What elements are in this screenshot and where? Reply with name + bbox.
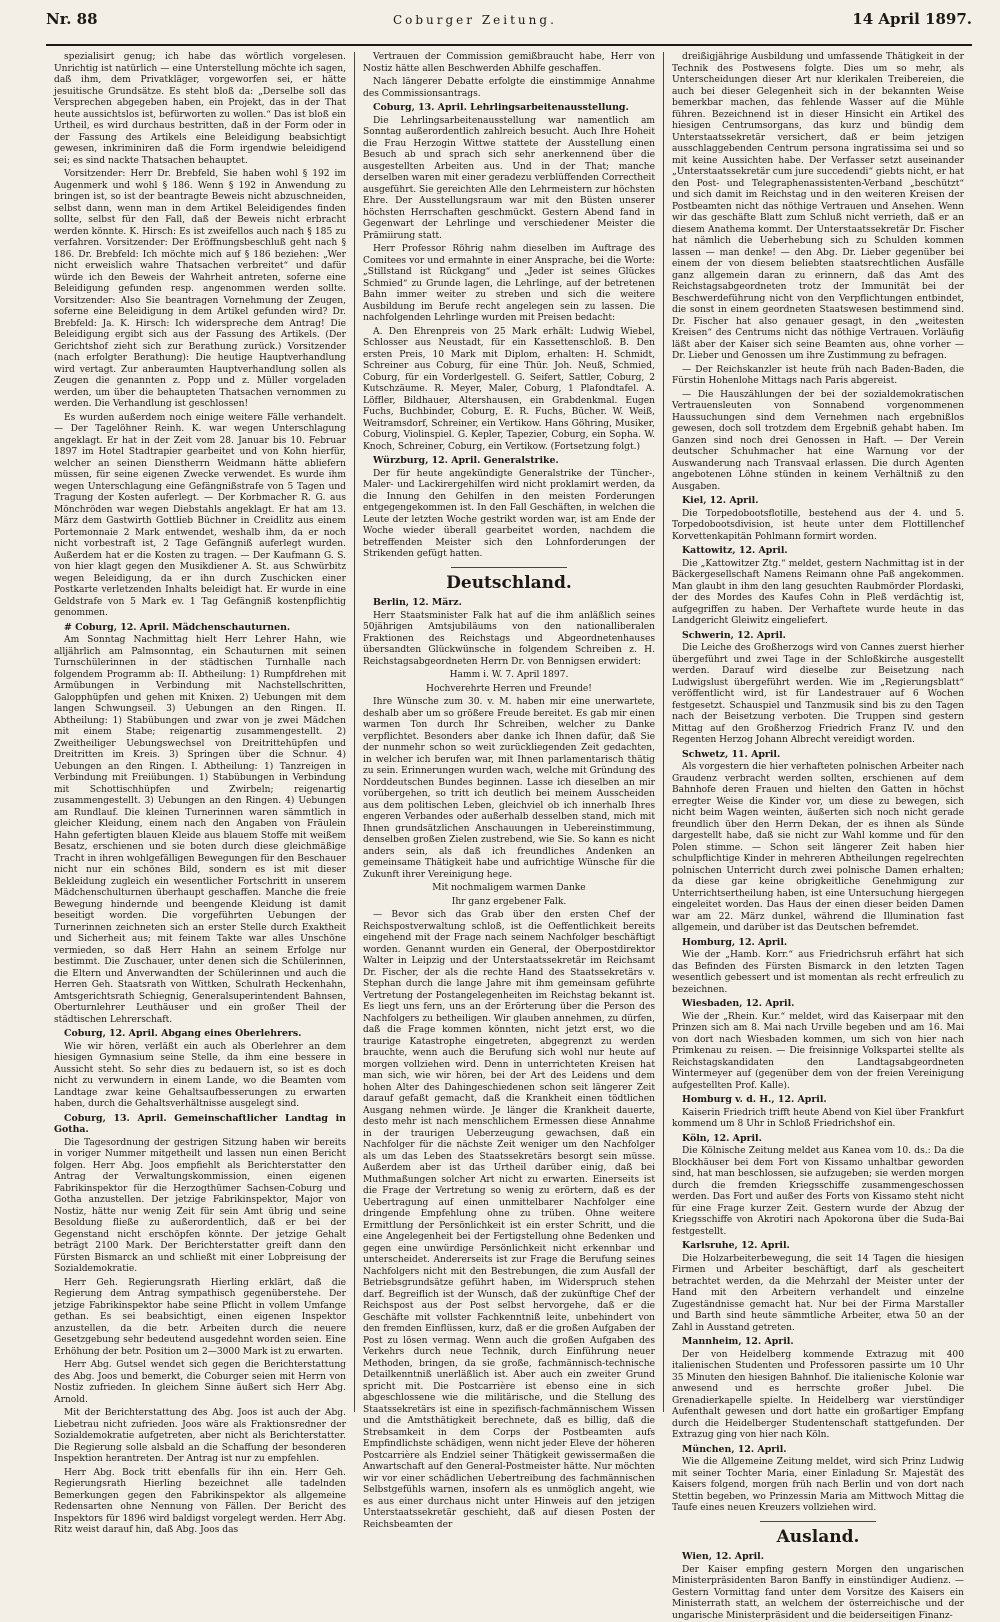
column-1	[46, 52, 355, 1412]
article-text: Wie wir hören, verläßt ein auch als Oberlehrer an dem hiesigen Gymnasium seine Stelle, da ihm eine bessere in Aussicht steht. So sehr dies zu bedauern ist, so ist es doch nicht zu verwundern in einem Lande, wo die Beamten vom Landtage zwar keine Gehaltsaufbesserungen zu erwarten haben, durch die Gehaltsverhältnisse ausgelegt sind.	[54, 1042, 346, 1111]
article-heading: Homburg v. d. H., 12. April.	[672, 1094, 964, 1106]
letter-salutation: Hochverehrte Herren und Freunde!	[363, 684, 655, 696]
article-heading: Schwetz, 11. April.	[672, 749, 964, 761]
article-text: Die Holzarbeiterbewegung, die seit 14 Tagen die hiesigen Firmen und Arbeiter beschäftigt, darf als gescheitert betrachtet werden, da die Mehrzahl der Meister unter der Hand mit den Arbeitern verhandelt und einzelne Zugeständnisse gemacht hat. Nur bei der Firma Marstaller und Barth sind heute sämmtliche Arbeiter, etwa 50 an der Zahl in Ausstand getreten.	[672, 1254, 964, 1335]
article-text: Ihre Wünsche zum 30. v. M. haben mir eine unerwartete, deshalb aber um so größere Freude bereitet. Es gab mir einen warmen Ton durch Ihr Schreiben, welcher zu Danke verpflichtet. Besonders aber danke ich Ihnen dafür, daß Sie der nunmehr schon so weit zurückliegenden Zeit gedachten, in welcher ich berufen war, mit Ihnen parlamentarisch thätig zu sein. Erinnerungen wurden wach, welche mit Gründung des Norddeutschen Bundes beginnen. Lasse ich dieselben an mir vorübergehen, so tritt ich deutlich bei meinem Ausscheiden aus dem politischen Leben, gleichviel ob ich innerhalb Ihres engeren Verbandes oder außerhalb desselben stand, mich mit Ihnen grundsätzlichen Anschauungen in Uebereinstimmung, denselben großen Zielen zustrebend, wie Sie. So kann es nicht anders sein, als daß ich freundliches Andenken an gemeinsame Thätigkeit habe und aufrichtige Wünsche für die Zukunft ihrer Vereinigung hege.	[363, 697, 655, 881]
masthead	[46, 10, 972, 46]
article-heading: Wien, 12. April.	[672, 1551, 964, 1563]
article-text: — Der Reichskanzler ist heute früh nach Baden-Baden, die Fürstin Hohenlohe Mittags nach Paris abgereist.	[672, 365, 964, 388]
issue-number: Nr. 88	[46, 10, 98, 28]
article-text: Kaiserin Friedrich trifft heute Abend von Kiel über Frankfurt kommend um 8 Uhr in Schloß Friedrichshof ein.	[672, 1108, 964, 1131]
article-text: Der von Heidelberg kommende Extrazug mit 400 italienischen Studenten und Professoren passirte um 10 Uhr 35 Minuten den hiesigen Bahnhof. Die italienische Kolonie war anwesend und es herrschte großer Jubel. Die Grenadierkapelle spielte. In Heidelberg war vierstündiger Aufenthalt gewesen und dort hatte ein großartiger Empfang durch die Heidelberger Studentenschaft stattgefunden. Der Extrazug ging von hier nach Köln.	[672, 1350, 964, 1442]
article-text: Es wurden außerdem noch einige weitere Fälle verhandelt. — Der Tagelöhner Reinh. K. war wegen Unterschlagung angeklagt. Er hat in der Zeit vom 28. Januar bis 10. Februar 1897 im Hotel Stadtrapier gearbeitet und von Kohn hierfür, welcher an seinen Dienstherrn Weidmann hätte abliefern müssen, für seine eigenen Zwecke verwendet. Es wurde ihm wegen Unterschlagung eine Gefängnißstrafe von 5 Tagen und Tragung der Kosten auferlegt. — Der Korbmacher R. G. aus Mönchröden war wegen Diebstahls angeklagt. Er hat am 13. März dem Gastwirth Gottlieb Büchner in Creidlitz aus einem Portemonnaie 2 Mark entwendet, weshalb ihm, da er noch nicht vorbestraft ist, 2 Tage Gefängniß auferlegt wurden. Außerdem hat er die Kosten zu tragen. — Der Kaufmann G. S. von hier klagt gegen den Musikdiener A. St. aus Schwürbitz wegen Beleidigung, da er ihn durch Zuschicken einer Postkarte verletzenden Inhalts beleidigt hat. Er wurde in eine Geldstrafe von 5 Mark ev. 1 Tag Gefängniß kostenpflichtig genommen.	[54, 413, 346, 620]
article-text: Mit der Berichterstattung des Abg. Joos ist auch der Abg. Liebetrau nicht zufrieden. Joos wäre als Fraktionsredner der Sozialdemokratie aufgetreten, aber nicht als Berichterstatter. Die Regierung solle alsbald an die Schaffung der besonderen Inspektion herantreten. Der Antrag ist nur zu empfehlen.	[54, 1408, 346, 1466]
article-text: Wie der „Rhein. Kur.“ meldet, wird das Kaiserpaar mit den Prinzen sich am 8. Mai nach Urville begeben und am 16. Mai von dort nach Wiesbaden kommen, um sich von hier nach Primkenau zu reisen. — Die freisinnige Volkspartei stellte als Reichstagskandidaten den Landtagsabgeordneten Wintermeyer auf (gegenüber dem von der freien Vereinigung aufgestellten Prof. Kalle).	[672, 1012, 964, 1093]
article-text: Nach längerer Debatte erfolgte die einstimmige Annahme des Commissionsantrags.	[363, 77, 655, 100]
issue-date: 14 April 1897.	[852, 10, 972, 28]
article-heading: Mannheim, 12. April.	[672, 1336, 964, 1348]
article-text: Der Kaiser empfing gestern Morgen den ungarischen Ministerpräsidenten Baron Banffy in einstündiger Audienz. — Gestern Vormittag fand unter dem Vorsitze des Kaisers ein Ministerrath statt, an welchem der österreichische und der ungarische Ministerpräsident und die beiderseitigen Finanz-	[672, 1565, 964, 1622]
article-text: Die Leiche des Großherzogs wird von Cannes zuerst hierher übergeführt und zwei Tage in der Schloßkirche ausgestellt werden. Darauf wird dieselbe zur Beisetzung nach Ludwigslust übergeführt werden. Wie im „Regierungsblatt“ veröffentlicht wird, ist für Landestrauer auf 6 Wochen festgesetzt. Schauspiel und Tanzmusik sind bis zu den Tagen nach der Beisetzung verboten. Die Truppen sind gestern Mittag auf den Großherzog Friedrich Franz IV. und den Regenten Herzog Johann Albrecht vereidigt worden.	[672, 643, 964, 747]
article-text: A. Den Ehrenpreis von 25 Mark erhält: Ludwig Wiebel, Schlosser aus Neustadt, für ein Kassettenschloß. B. Den ersten Preis, 10 Mark mit Diplom, erhalten: H. Schmidt, Schreiner aus Coburg, für eine Thür. Joh. Neuß, Schmied, Coburg, für ein Vorderlgestell. G. Seifert, Sattler, Coburg, 2 Kutschzäume. R. Meyer, Maler, Coburg, 1 Plafondtafel. A. Löffler, Bildhauer, Altershausen, ein Grabdenkmal. Eugen Fuchs, Buchbinder, Coburg, E. R. Fuchs, Bücher. W. Weiß, Weitramsdorf, Schreiner, ein Vertikow. Hans Göhring, Musiker, Coburg, Violinspiel. G. Kepler, Tapezier, Coburg, ein Sopha. W. Knoch, Schreiner, Coburg, ein Vertikow. (Fortsetzung folgt.)	[363, 327, 655, 454]
article-heading: München, 12. April.	[672, 1444, 964, 1456]
section-heading-deutschland: Deutschland.	[363, 578, 655, 590]
article-heading: Coburg, 12. April. Abgang eines Oberlehrers.	[54, 1028, 346, 1040]
divider	[451, 567, 568, 568]
article-text: Vorsitzender: Herr Dr. Brebfeld, Sie haben wohl § 192 im Augenmerk und wohl § 186. Wenn § 192 in Anwendung zu bringen ist, so ist der beantragte Beweis nicht abzuschneiden, selbst dann, wenn man in dem Artikel Beleidigendes finden sollte, selbst für den Fall, daß der Beweis nicht erbracht werden könnte. K. Hirsch: Es ist zweifellos auch nach § 185 zu verfahren. Vorsitzender: Der Eröffnungsbeschluß geht nach § 186. Dr. Brebfeld: Ich möchte mich auf § 186 beziehen: „Wer nicht erweislich wahre Thatsachen verbreitet“ und dafür würde ich den Beweis der Wahrheit antreten, soferne eine Beleidigung gefunden resp. angenommen werden sollte. Vorsitzender: Also Sie beantragen Vornehmung der Zeugen, soferne eine Beleidigung in dem Artikel gefunden wird? Dr. Brebfeld: Ja. K. Hirsch: Ich widerspreche dem Antrag! Die Beleidigung ergibt sich aus der Fassung des Artikels. (Der Gerichtshof zieht sich zur Berathung zurück.) Vorsitzender (nach erfolgter Berathung): Die heutige Hauptverhandlung wird vertagt. Zur anberaumten Hauptverhandlung sollen als Zeugen die genannten z. Popp und z. Müller vorgeladen werden, um über die behaupteten Thatsachen vernommen zu werden. Die Verhandlung ist geschlossen!	[54, 169, 346, 411]
article-text: Die Torpedobootsflotille, bestehend aus der 4. und 5. Torpedobootsdivision, ist heute unter dem Flottillenchef Korvettenkapitän Pohlmann formirt worden.	[672, 509, 964, 544]
article-heading: Wiesbaden, 12. April.	[672, 998, 964, 1010]
article-text: Herr Abg. Gutsel wendet sich gegen die Berichterstattung des Abg. Joos und bemerkt, die Coburger seien mit Herrn von Nostiz zufrieden. In gleichem Sinne äußert sich Herr Abg. Arnold.	[54, 1360, 346, 1406]
column-3	[664, 52, 972, 1412]
article-heading: Kiel, 12. April.	[672, 495, 964, 507]
article-text: Die Kölnische Zeitung meldet aus Kanea vom 10. ds.: Da die Blockhäuser bei dem Fort von Kissamo unhaltbar geworden sind, hat man beschlossen, sie aufzugeben; sie werden morgen durch die fremden Kriegsschiffe zusammengeschossen werden. Das Fort und außer des Forts von Kissamo steht nicht für eine Frage kurzer Zeit. Gestern wurde der Abzug der Kriegsschiffe von Akrotiri nach Apokorona über die Suda-Bai festgestellt.	[672, 1146, 964, 1238]
article-heading: Coburg, 13. April. Lehrlingsarbeitenausstellung.	[363, 102, 655, 114]
article-text: Herr Professor Röhrig nahm dieselben im Auftrage des Comitees vor und ermahnte in einer Ansprache, bei die Worte: „Stillstand ist Rückgang“ und „Jeder ist seines Glückes Schmied“ zu Grunde lagen, die Lehrlinge, auf der betretenen Bahn immer weiter zu streben und sich die weitere Ausbildung im Berufe recht angelegen sein zu lassen. Die nachfolgenden Lehrlinge wurden mit Preisen bedacht:	[363, 244, 655, 325]
article-text: — Die Hauszählungen der bei der sozialdemokratischen Vertrauensleuten von Sonnabend vorgenommenen Haussuchungen sind dem Vernehmen nach ergebnißlos gewesen, doch soll trotzdem dem Ergebniß gehabt haben. Im Ganzen sind noch drei Genossen in Haft. — Der Verein deutscher Schuhmacher hat eine Warnung vor der Auswanderung nach Transvaal erlassen. Die durch Agenten angebotenen Löhne stünden in keinem Verhältniß zu den Ausgaben.	[672, 390, 964, 494]
letter-place-date: Hamm i. W. 7. April 1897.	[363, 670, 655, 682]
divider	[760, 1521, 877, 1522]
article-text: — Bevor sich das Grab über den ersten Chef der Reichspostverwaltung schloß, ist die Oeffentlichkeit bereits eingehend mit der Frage nach seinem Nachfolger beschäftigt worden. Genannt wurden ein General, der Oberpostdirektor Walter in Leipzig und der Unterstaatssekretär im Reichsamt Dr. Fischer, der als die rechte Hand des Staatssekretärs v. Stephan durch die lange Jahre mit ihm gemeinsam geführte Vertretung der Postangelegenheiten im Reichstag bekannt ist. Es liegt uns fern, uns an der Erörterung über die Person des Nachfolgers zu betheiligen. Wir glauben annehmen, zu dürfen, daß die Frage kommen könnten, nicht jetzt erst, wo die traurige Katastrophe eingetreten, abgegrenzt zu werden brauchte, wenn auch die Berufung sich wohl nur heute auf morgen vollziehen wird. Denn in unterrichteten Kreisen hat man sich, wie wir hören, bei der Art des Leidens und dem hohen Alter des Dahingeschiedenen schon seit längerer Zeit darauf gefaßt gemacht, daß die Krankheit einen tödtlichen Ausgang nehmen würde. Je länger die Krankheit dauerte, desto mehr ist nach menschlichem Ermessen diese Annahme in der traurigen Ueberzeugung gewachsen, daß ein Nachfolger für die nächste Zeit weniger um den Nachfolger als um das Leben des Staatssekretärs besorgt sein müsse. Außerdem aber ist das Urtheil darüber einig, daß bei Muthmaßungen solcher Art nicht zu erwarten. Einerseits ist die Frage der Vertretung so wenig zu erörtern, daß es der Uebertragung auf einen unmittelbarer Nachfolger eine dringende Empfehlung ohne zu trüben. Ohne weitere Ermittlung der Persönlichkeit ist ein erster Schritt, und die eine Angelegenheit bei der Fertigstellung ohne Bedenken und gegen eine unwürdige Persönlichkeit nicht erkennbar und unterscheidet. Andererseits ist zur Frage die Berufung seines Nachfolgers nicht mit den Bestrebungen, die zum Ausfall der Betriebsgrundsätze geführt haben, im Widerspruch stehen darf. Begreiflich ist der Wunsch, daß der zukünftige Chef der Reichspost aus der Post selbst hervorgehe, daß er die Geschäfte mit vollster Fachkenntniß leite, unbehindert von den fremden Einflüssen, kurz, daß er die großen Aufgaben der Post zu lösen vermag. Wenn auch die großen Aufgaben des Verkehrs durch neue Technik, durch Einführung neuer Methoden, bringen, da sie große, fachmännisch-technische Detailkenntniß unerläßlich ist. Aber auch ein zweiter Grund spricht mit. Die Postcarrière ist ebenso eine in sich abgeschlossene wie die militärische, und die Stellung des Staatssekretärs ist eine in spezifisch-fachmännischem Wissen und die Amtsthätigkeit berechnete, daß es billig, daß die Strebsamkeit in dem Corps der Postbeamten aufs Empfindlichste schädigen, wenn nicht jeder Eleve der höheren Postcarrière als Endziel seiner Thätigkeit gewissermaßen die Anwartschaft auf den General-Postmeister hätte. Nur möchten wir vor einer schädlichen Uebertreibung des fachmännischen Selbstgefühls warnen, insofern als es unmöglich angeht, wie es aus einer durchaus nicht unter Hinweis auf den jetzigen Unterstaatssekretär geschieht, daß auf diesen Posten der Reichsbeamten der	[363, 910, 655, 1531]
article-text: Wie der „Hamb. Korr.“ aus Friedrichsruh erfährt hat sich das Befinden des Fürsten Bismarck in den letzten Tagen wesentlich gebessert und ist momentan als recht erfreulich zu bezeichnen.	[672, 950, 964, 996]
column-2	[355, 52, 664, 1412]
article-heading: # Coburg, 12. April. Mädchenschauturnen.	[54, 622, 346, 634]
article-text: Der für heute angekündigte Generalstrike der Tüncher-, Maler- und Lackirergehilfen wird nicht proklamirt werden, da die Innung den Gehilfen in den meisten Forderungen entgegengekommen ist. In den Fall Geschäften, in welchen die Leute der letzten Woche gestrikt worden war, ist am Ende der Woche wieder überall gearbeitet worden, nachdem die betreffenden Meister sich den Lohnforderungen der Strikenden gefügt hatten.	[363, 469, 655, 561]
article-text: spezialisirt genug; ich habe das wörtlich vorgelesen. Unrichtig ist natürlich — eine Unterstellung möchte ich sagen, daß ihm, dem Privatkläger, vorgeworfen sei, er hätte jesuitische Grundsätze. Es steht bloß da: „Derselbe soll das Versprechen abgegeben haben, ein Projekt, das in der That heute aussichtslos ist, befürworten zu wollen.“ Das ist bloß ein Urtheil, es wird durchaus bestritten, daß in der Form oder in der Fassung des Artikels eine Beleidigung beabsichtigt gewesen, inkriminiren daß die Form irgendwie beleidigend sei; es sind nackte Thatsachen behauptet.	[54, 52, 346, 167]
article-heading: Karlsruhe, 12. April.	[672, 1240, 964, 1252]
article-heading: Köln, 12. April.	[672, 1133, 964, 1145]
letter-signature: Ihr ganz ergebener Falk.	[363, 897, 655, 909]
article-text: Als vorgestern die hier verhafteten polnischen Arbeiter nach Graudenz verbracht werden sollten, erschienen auf dem Bahnhofe deren Frauen und hielten den Gatten in höchst erregter Weise die Kinder vor, um diese zu bewegen, sich nicht beim Wagen weinten, äußerten sich noch nicht gerade freundlich über den Herrn Dekan, der es ihnen als Sünde dargestellt habe, daß sie nicht zur Wahl komme und für den Polen stimme. — Schon seit längerer Zeit haben hier schulpflichtige Kinder in mehreren Abtheilungen regelrechten polnischen Unterricht durch zwei polnische Damen erhalten; da diese gar keine obrigkeitliche Genehmigung zur Unterrichtsertheilung haben, ist eine Untersuchung hiergegen eingeleitet worden. Das Haus der einen dieser beiden Damen war am 22. März dunkel, während die Illumination fast allgemein, und darüber ist das Deutschen befremdet.	[672, 762, 964, 935]
article-text: Die Tagesordnung der gestrigen Sitzung haben wir bereits in voriger Nummer mitgetheilt und lassen nun einen Bericht folgen. Herr Abg. Joos empfiehlt als Berichterstatter den Antrag der Verwaltungskommission, einen eigenen Fabrikinspektor für die Herzogthümer Sachsen-Coburg und Gotha anzustellen. Der jetzige Fabrikinspektor, Major von Nostiz, hätte nur wenig Zeit für sein Amt übrig und seine Besoldung fließe zu außerordentlich, daß er bei der Gegenstand nicht erschöpfen könnte. Der jetzige Gehalt beträgt 2100 Mark. Der Berichterstatter greift dann den Fürsten Bismarck an und schließt mit einer Lobpreisung der Sozialdemokratie.	[54, 1138, 346, 1276]
columns	[46, 52, 972, 1412]
article-text: dreißigjährige Ausbildung und umfassende Thätigkeit in der Technik des Postwesens folgte. Dies um so mehr, als Unterscheidungen dieser Art nur klerikalen Treibereien, die auch bei dieser Gelegenheit sich in der bekannten Weise bemerkbar machen, das fehlende Wasser auf die Mühle führen. Bezeichnend ist in dieser Hinsicht ein Artikel des hiesigen Centrumsorgans, das kurz und bündig dem Unterstaatssekretär versichert, daß er beim jetzigen ausschlaggebenden Centrum persona ingratissima sei und so mit keine Aussichten habe. Der Verfasser setzt auseinander „Unterstaatssekretär cum jure succedendi“ giebts nicht, er hat den Post- und Telegraphenassistenten-Verband „beschützt“ und sich damit im Reichstag und in den weiteren Kreisen der Postbeamten nicht das nöthige Vertrauen und Ansehen. Wenn wir das geschäfte Blatt zum Schluß nicht verrieth, daß er an diesem Anathema kommt. Der Unterstaatssekretär Dr. Fischer hat nämlich die Ueberhebung sich zu Schulden kommen lassen — man denke! — den Abg. Dr. Lieber gegenüber bei einem der von diesem beliebten staatsrechtlichen Ausfälle ganz allgemein daran zu erinnern, daß das Amt des Reichstagsabgeordneten trotz der Immunität bei der Beschwerdeführung nicht von den Verpflichtungen entbindet, die sonst in einem geordneten Staatswesen bestimmend sind. Dr. Fischer hat also genauer gesagt, in den „weitesten Kreisen“ des Centrums nicht das nöthige Vertrauen. Vorläufig läßt aber der Kaiser sich seine Beamten aus, ohne vorher — Dr. Lieber und Genossen um ihre Zustimmung zu befragen.	[672, 52, 964, 363]
newspaper-title: Coburger Zeitung.	[393, 13, 557, 27]
article-heading: Homburg, 12. April.	[672, 937, 964, 949]
letter-closing: Mit nochmaligem warmen Danke	[363, 883, 655, 895]
article-text: Herr Abg. Bock tritt ebenfalls für ihn ein. Herr Geh. Regierungsrath Hierling bezeichnet alle tadelnden Bemerkungen gegen den Fabrikinspektor als allgemeine Redensarten ohne Nennung von Fällen. Der Bericht des Inspektors für 1896 wird baldigst vorgelegt werden. Herr Abg. Ritz weist darauf hin, daß Abg. Joos das	[54, 1468, 346, 1537]
article-text: Die Lehrlingsarbeitenausstellung war namentlich am Sonntag außerordentlich zahlreich besucht. Auch Ihre Hoheit die Frau Herzogin Wittwe stattete der Ausstellung einen Besuch ab und sprach sich sehr anerkennend über die ausgestellten Arbeiten aus. Und in der That; manche derselben waren mit einer geradezu verblüffenden Correctheit ausgeführt. Sie gereichten Alle den Lehrmeistern zur höchsten Ehre. Der Ausstellungsraum war mit den Büsten unserer höchsten Herrschaften geschmückt. Gestern Abend fand in Gegenwart der Lehrlinge und verschiedener Meister die Prämiirung statt.	[363, 116, 655, 243]
article-heading: Berlin, 12. März.	[363, 597, 655, 609]
article-text: Herr Geh. Regierungsrath Hierling erklärt, daß die Regierung dem Antrag sympathisch gegenüberstehe. Der jetzige Fabrikinspektor habe seine Pflicht in vollem Umfange gethan. Es sei beabsichtigt, einen eigenen Inspektor anzustellen, da die betr. Arbeiten durch die neuere Gesetzgebung sehr bedeutend ausgedehnt worden seien. Eine Erhöhung der betr. Position um 2—3000 Mark ist zu erwarten.	[54, 1278, 346, 1359]
section-heading-ausland: Ausland.	[672, 1532, 964, 1544]
article-text: Am Sonntag Nachmittag hielt Herr Lehrer Hahn, wie alljährlich am Palmsonntag, ein Schauturnen mit seinen Turnschülerinnen in der städtischen Turnhalle nach folgendem Programm ab: II. Abtheilung: 1) Rumpfdrehen mit Armübungen in Verbindung mit Nachstellschritten, Galopphüpfen und gehen mit Knixen. 2) Uebungen mit dem langen Schwungseil. 3) Uebungen an den Ringen. II. Abtheilung: 1) Stabübungen und zwar von je zwei Mädchen mit einem Stabe; reigenartig zusammengestellt. 2) Zweitheiliger Uebungswechsel von Dreitrittehüpfen und Dreitritten im Kreis. 3) Springen über die Schnur. 4) Uebungen an den Ringen. I. Abtheilung: 1) Tanzreigen in Verbindung mit Freiübungen. 1) Stabübungen in Verbindung mit Schottischhüpfen und Zwirbeln; reigenartig zusammengestellt. 3) Uebungen an den Ringen. 4) Uebungen am Rundlauf. Die kleinen Turnerinnen waren sämmtlich in gleicher Kleidung, einem nach den Angaben von Fräulein Hahn gefertigten blauen Kleide aus blauem Stoffe mit weißem Besatz, erschienen und sie boten durch diese gleichmäßige Tracht in ihren wohlgefälligen Bewegungen für den Beschauer nicht nur ein schönes Bild, sondern es ist mit dieser Bekleidung zugleich ein wesentlicher Fortschritt in unserem Mädchenschulturnen überhaupt geschaffen. Manche die freie Bewegung hindernde und beengende Kleidung ist damit beseitigt worden. Die vorgeführten Uebungen der Turnerinnen zeichneten sich an erster Stelle durch Exaktheit und Sicherheit aus; mit feinem Takte war alles Unschöne vermieden, so daß Herr Hahn an seinem Erfolge nur bestimmt. Die Zuschauer, unter denen sich die Schülerinnen, die Eltern und Anverwandten der Schülerinnen und auch die Herren Geh. Staatsrath von Wittken, Schulrath Heckenhahn, Amtsgerichtsrath Schiegnig, Generalsuperintendent Bahnsen, Oberturnlehrer Leuthäuser und ein großer Theil der städtischen Lehrerschaft.	[54, 635, 346, 1026]
article-text: Herr Staatsminister Falk hat auf die ihm anläßlich seines 50jährigen Amtsjubiläums von den nationalliberalen Fraktionen des Reichstags und Abgeordnetenhauses übersandten Glückwünsche in folgendem Schreiben z. H. Reichstagsabgeordneten Herrn Dr. von Bennigsen erwidert:	[363, 611, 655, 669]
article-text: Wie die Allgemeine Zeitung meldet, wird sich Prinz Ludwig mit seiner Tochter Maria, einer Einladung Sr. Majestät des Kaisers folgend, morgen früh nach Berlin und von dort nach Stettin begeben, wo Prinzessin Maria am Mittwoch Mittag die Taufe eines neuen Kreuzers vollziehen wird.	[672, 1457, 964, 1515]
article-heading: Schwerin, 12. April.	[672, 630, 964, 642]
article-text: Vertrauen der Commission gemißbraucht habe, Herr von Nostiz hätte allen Beschwerden Abhilfe geschaffen.	[363, 52, 655, 75]
article-heading: Coburg, 13. April. Gemeinschaftlicher Landtag in Gotha.	[54, 1113, 346, 1136]
article-text: Die „Kattowitzer Ztg.“ meldet, gestern Nachmittag ist in der Bäckergesellschaft Namens Reimann ohne Paß angekommen. Man glaubt in ihm den lang gesuchten Raubmörder Plordaski, der des Mordes des Kaufes Cohn in Pleß verdächtig ist, aufgegriffen zu haben. Der Verhaftete wurde heute in das Landgericht Gleiwitz eingeliefert.	[672, 559, 964, 628]
article-heading: Kattowitz, 12. April.	[672, 545, 964, 557]
article-heading: Würzburg, 12. April. Generalstrike.	[363, 455, 655, 467]
